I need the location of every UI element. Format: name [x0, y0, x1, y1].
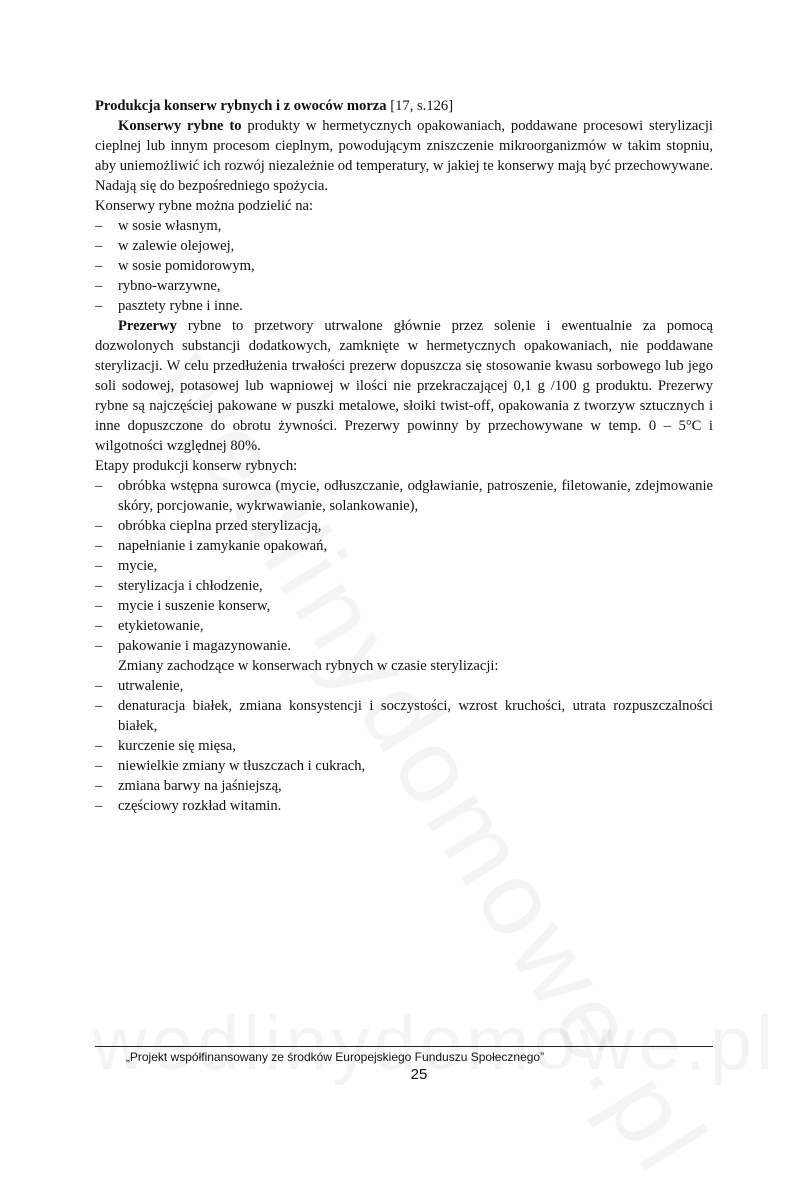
- list-item: – pasztety rybne i inne.: [95, 296, 713, 316]
- list-item: – denaturacja białek, zmiana konsystencji i soczystości, wzrost kruchości, utrata rozpuszczalności białek,: [95, 696, 713, 736]
- list-item: – pakowanie i magazynowanie.: [95, 636, 713, 656]
- list-konserwy-types: [95, 216, 713, 316]
- paragraph-konserwy: [95, 116, 713, 196]
- list-item: – napełnianie i zamykanie opakowań,: [95, 536, 713, 556]
- section-reference: [17, s.126]: [386, 98, 454, 114]
- term-prezerwy: Prezerwy: [118, 318, 177, 334]
- list-item: – częściowy rozkład witamin.: [95, 796, 713, 816]
- page-number: 25: [410, 1066, 428, 1083]
- list-item: – kurczenie się mięsa,: [95, 736, 713, 756]
- footer-text: „Projekt współfinansowany ze środków Europejskiego Funduszu Społecznego”: [125, 1050, 545, 1064]
- footer-divider: [95, 1046, 713, 1047]
- list1-intro: Konserwy rybne można podzielić na:: [95, 198, 314, 214]
- list-item: – niewielkie zmiany w tłuszczach i cukrach,: [95, 756, 713, 776]
- list-item: – mycie,: [95, 556, 713, 576]
- list3-intro: Zmiany zachodzące w konserwach rybnych w czasie sterylizacji:: [118, 658, 499, 674]
- list-production-stages: [95, 476, 713, 656]
- paragraph-prezerwy: [95, 316, 713, 456]
- paragraph-konserwy-text: produkty w hermetycznych opakowaniach, poddawane procesowi sterylizacji cieplnej lub innym procesom cieplnym, powodującym zniszczenie mikroorganizmów w takim stopniu, aby uniemożliwić ich rozwój niezależnie od temperatury, w jakiej te konserwy mają być przechowywane. Nadają się do bezpośredniego spożycia.: [95, 118, 713, 194]
- list-item: – rybno-warzywne,: [95, 276, 713, 296]
- list-item: – zmiana barwy na jaśniejszą,: [95, 776, 713, 796]
- section-title: Produkcja konserw rybnych i z owoców morza: [95, 98, 387, 114]
- list-item: – mycie i suszenie konserw,: [95, 596, 713, 616]
- list-item: – w zalewie olejowej,: [95, 236, 713, 256]
- list2-intro: Etapy produkcji konserw rybnych:: [95, 458, 298, 474]
- list-item: – sterylizacja i chłodzenie,: [95, 576, 713, 596]
- list-item: – w sosie własnym,: [95, 216, 713, 236]
- list-sterilization-changes: [95, 676, 713, 816]
- list-item: – obróbka cieplna przed sterylizacją,: [95, 516, 713, 536]
- paragraph-prezerwy-text: rybne to przetwory utrwalone głównie przez solenie i ewentualnie za pomocą dozwolonych substancji dodatkowych, zamknięte w hermetycznych opakowaniach, nie poddawane sterylizacji. W celu przedłużenia trwałości prezerw dopuszcza się stosowanie kwasu sorbowego lub jego soli sodowej, potasowej lub wapniowej w ilości nie przekraczającej 0,1 g /100 g produktu. Prezerwy rybne są najczęściej pakowane w puszki metalowe, słoiki twist-off, opakowania z tworzyw sztucznych i inne dopuszczone do obrotu żywności. Prezerwy powinny by przechowywane w temp. 0 – 5°C i wilgotności względnej 80%.: [95, 318, 713, 454]
- list-item: – obróbka wstępna surowca (mycie, odłuszczanie, odgławianie, patroszenie, filetowanie, zdejmowanie skóry, porcjowanie, wykrwawianie, solankowanie),: [95, 476, 713, 516]
- list-item: – etykietowanie,: [95, 616, 713, 636]
- list-item: – utrwalenie,: [95, 676, 713, 696]
- section-heading: [95, 96, 713, 116]
- list-item: – w sosie pomidorowym,: [95, 256, 713, 276]
- term-konserwy: Konserwy rybne to: [118, 118, 242, 134]
- page-content: [95, 96, 713, 816]
